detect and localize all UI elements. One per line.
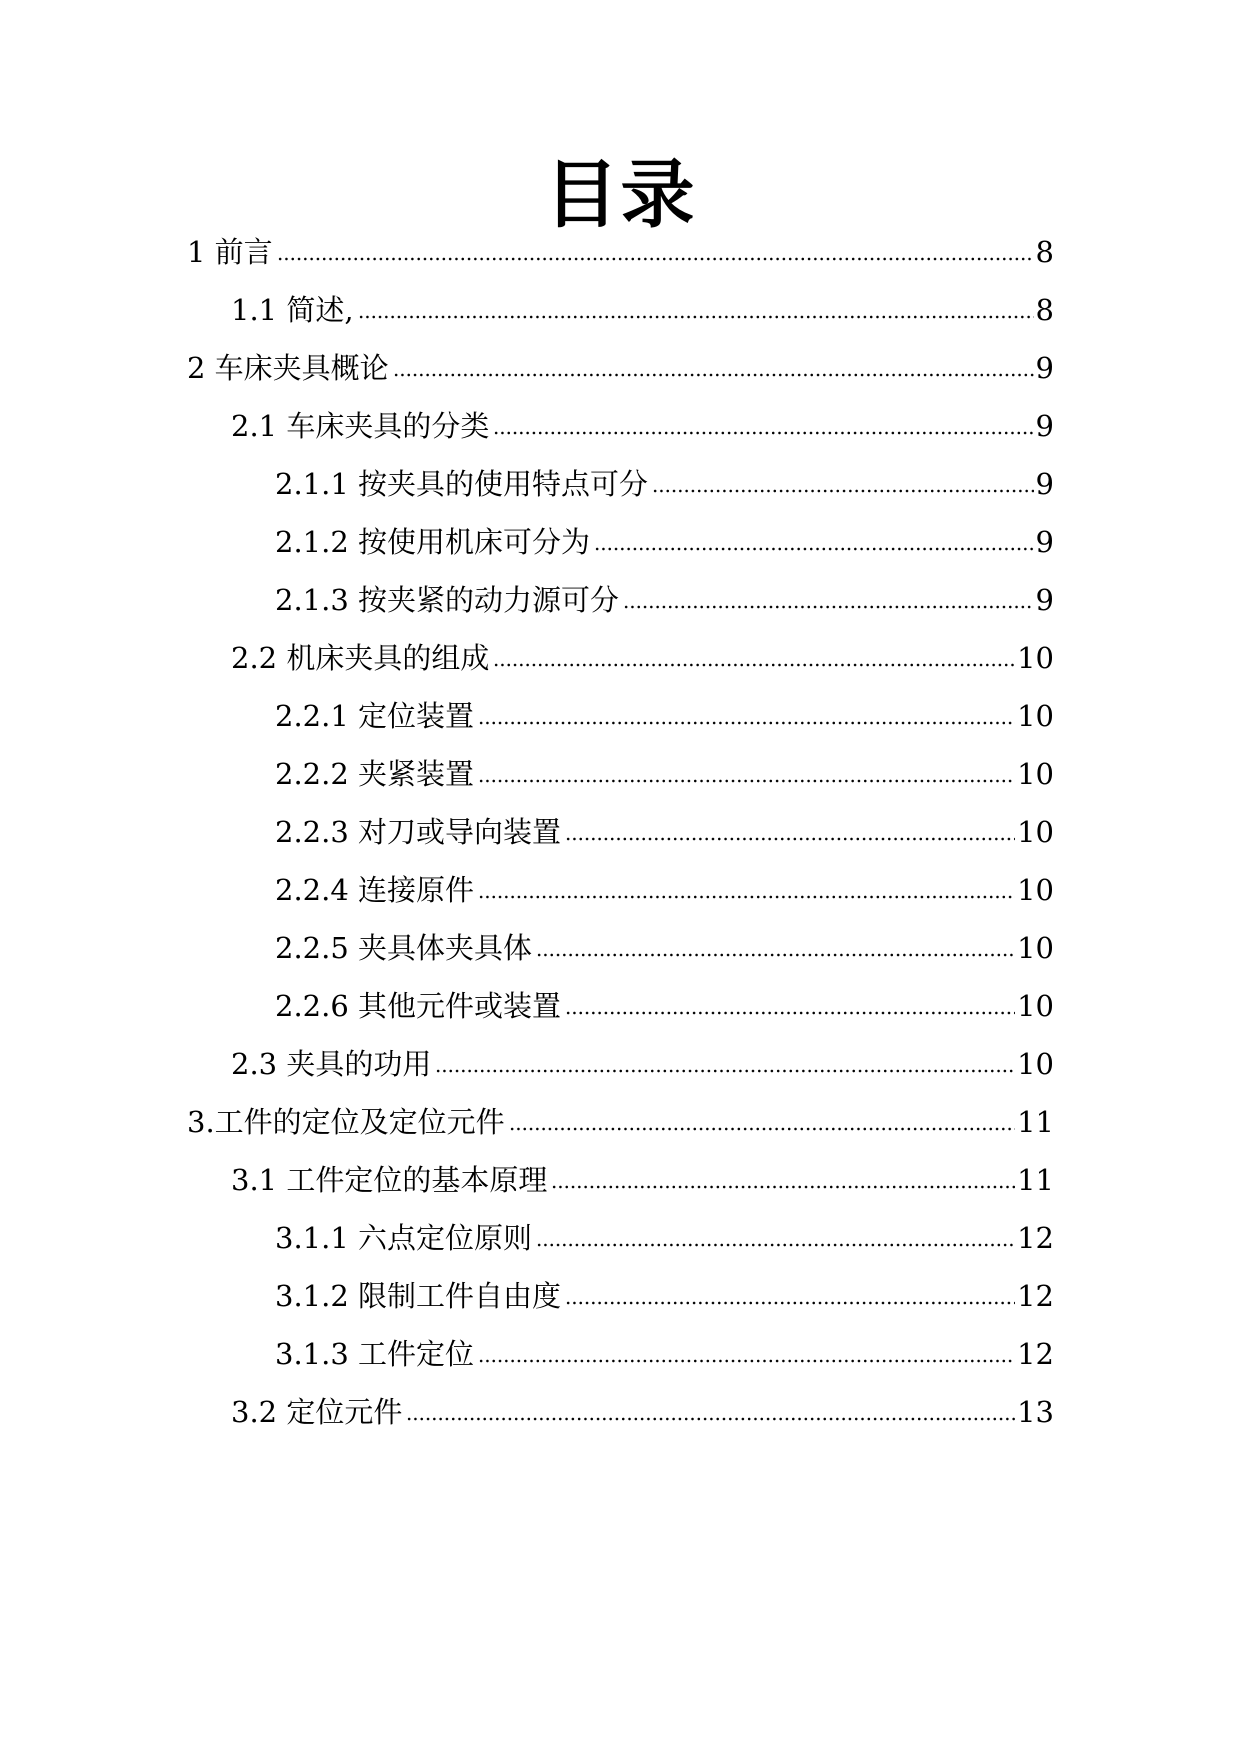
toc-entry-label: 3.工件的定位及定位元件 bbox=[187, 1105, 505, 1139]
toc-dot-leader bbox=[509, 1127, 1015, 1131]
toc-page-number: 9 bbox=[1035, 525, 1054, 559]
toc-page-number: 12 bbox=[1017, 1337, 1054, 1371]
toc-dot-leader bbox=[478, 1359, 1015, 1363]
toc-entry[interactable] bbox=[231, 286, 1054, 330]
toc-dot-leader bbox=[565, 1301, 1015, 1305]
toc-dot-leader bbox=[393, 373, 1034, 377]
toc-entry[interactable] bbox=[231, 634, 1054, 678]
toc-page-number: 8 bbox=[1035, 235, 1054, 269]
toc-entry[interactable] bbox=[275, 576, 1054, 620]
toc-page-number: 9 bbox=[1035, 583, 1054, 617]
toc-entry-label: 2.2.6 其他元件或装置 bbox=[275, 989, 562, 1023]
toc-page-number: 9 bbox=[1035, 467, 1054, 501]
toc-entry-label: 2.1.3 按夹紧的动力源可分 bbox=[275, 583, 620, 617]
toc-dot-leader bbox=[652, 489, 1034, 493]
toc-page-number: 10 bbox=[1017, 1047, 1054, 1081]
toc-entry-label: 2.1.2 按使用机床可分为 bbox=[275, 525, 591, 559]
toc-entry-label: 2 车床夹具概论 bbox=[187, 351, 389, 385]
toc-entry-label: 3.1.2 限制工件自由度 bbox=[275, 1279, 562, 1313]
toc-page-number: 13 bbox=[1017, 1395, 1054, 1429]
toc-entry[interactable] bbox=[275, 1272, 1054, 1316]
toc-entry-label: 2.2 机床夹具的组成 bbox=[231, 641, 490, 675]
toc-dot-leader bbox=[478, 721, 1015, 725]
toc-page-number: 10 bbox=[1017, 815, 1054, 849]
toc-entry[interactable] bbox=[231, 1388, 1054, 1432]
toc-dot-leader bbox=[358, 315, 1034, 319]
toc-entry-label: 2.2.4 连接原件 bbox=[275, 873, 475, 907]
toc-dot-leader bbox=[623, 605, 1034, 609]
toc-page-number: 11 bbox=[1017, 1163, 1054, 1197]
toc-entry-label: 2.2.5 夹具体夹具体 bbox=[275, 931, 533, 965]
toc-page-number: 10 bbox=[1017, 989, 1054, 1023]
toc-entry[interactable] bbox=[275, 460, 1054, 504]
toc-dot-leader bbox=[536, 1243, 1015, 1247]
toc-entry[interactable] bbox=[275, 750, 1054, 794]
toc-entry[interactable] bbox=[187, 228, 1054, 272]
toc-entry[interactable] bbox=[187, 1098, 1054, 1142]
toc-entry[interactable] bbox=[275, 692, 1054, 736]
toc-entry[interactable] bbox=[275, 518, 1054, 562]
toc-dot-leader bbox=[565, 837, 1015, 841]
toc-entry-label: 2.2.2 夹紧装置 bbox=[275, 757, 475, 791]
toc-dot-leader bbox=[493, 663, 1015, 667]
toc-title: 目录 bbox=[544, 152, 697, 238]
toc-entry[interactable] bbox=[275, 866, 1054, 910]
toc-page-number: 12 bbox=[1017, 1279, 1054, 1313]
toc-dot-leader bbox=[435, 1069, 1015, 1073]
toc-page-number: 11 bbox=[1017, 1105, 1054, 1139]
toc-dot-leader bbox=[536, 953, 1015, 957]
toc-dot-leader bbox=[551, 1185, 1015, 1189]
toc-entry[interactable] bbox=[275, 924, 1054, 968]
toc-entry[interactable] bbox=[275, 1330, 1054, 1374]
toc-page-number: 9 bbox=[1035, 409, 1054, 443]
toc-dot-leader bbox=[594, 547, 1034, 551]
toc-entry-label: 2.3 夹具的功用 bbox=[231, 1047, 432, 1081]
toc-page-number: 10 bbox=[1017, 931, 1054, 965]
toc-entry-label: 2.2.3 对刀或导向装置 bbox=[275, 815, 562, 849]
toc-entry-label: 1 前言 bbox=[187, 235, 273, 269]
toc-entry-label: 3.1.3 工件定位 bbox=[275, 1337, 475, 1371]
toc-page-number: 10 bbox=[1017, 641, 1054, 675]
toc-entry-label: 2.1 车床夹具的分类 bbox=[231, 409, 490, 443]
toc-dot-leader bbox=[493, 431, 1033, 435]
toc-entry-label: 2.2.1 定位装置 bbox=[275, 699, 475, 733]
toc-entry-label: 3.1 工件定位的基本原理 bbox=[231, 1163, 548, 1197]
toc-entry[interactable] bbox=[275, 982, 1054, 1026]
toc-entry[interactable] bbox=[275, 808, 1054, 852]
toc-entry-label: 2.1.1 按夹具的使用特点可分 bbox=[275, 467, 649, 501]
toc-page-number: 9 bbox=[1035, 351, 1054, 385]
toc-dot-leader bbox=[478, 779, 1015, 783]
toc-dot-leader bbox=[565, 1011, 1015, 1015]
toc-entry-label: 3.2 定位元件 bbox=[231, 1395, 403, 1429]
toc-entry[interactable] bbox=[275, 1214, 1054, 1258]
toc-entry-label: 1.1 简述, bbox=[231, 293, 354, 327]
toc-entry[interactable] bbox=[231, 1040, 1054, 1084]
toc-page-number: 10 bbox=[1017, 757, 1054, 791]
toc-dot-leader bbox=[478, 895, 1015, 899]
toc-entry[interactable] bbox=[187, 344, 1054, 388]
toc-page-number: 12 bbox=[1017, 1221, 1054, 1255]
toc-entry[interactable] bbox=[231, 402, 1054, 446]
toc-dot-leader bbox=[406, 1417, 1015, 1421]
toc-dot-leader bbox=[277, 257, 1034, 261]
toc-page-number: 10 bbox=[1017, 699, 1054, 733]
toc-entry[interactable] bbox=[231, 1156, 1054, 1200]
toc-page-number: 8 bbox=[1035, 293, 1054, 327]
toc-page-number: 10 bbox=[1017, 873, 1054, 907]
toc-entry-label: 3.1.1 六点定位原则 bbox=[275, 1221, 533, 1255]
